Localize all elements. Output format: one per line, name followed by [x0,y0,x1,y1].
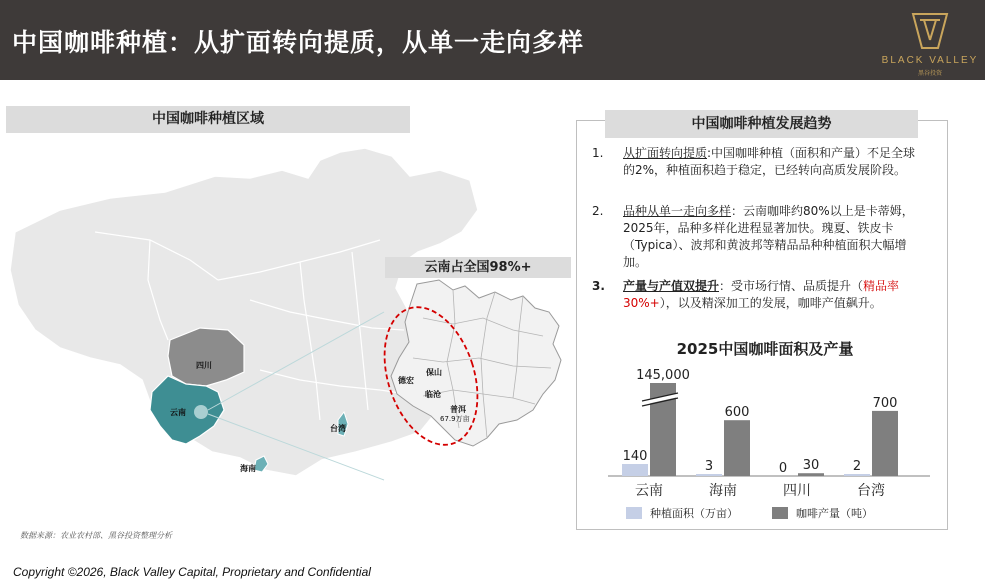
output-bar [872,411,898,476]
area-value-label: 140 [622,449,648,464]
bar-chart [600,355,940,530]
copyright-notice: Copyright ©2026, Black Valley Capital, Proprietary and Confidential [13,565,371,579]
trend-item-number: 1. [592,146,604,160]
trend-item-body: ：受市场行情、品质提升（ [719,279,864,293]
yunnan-highlight-circle [194,405,208,419]
category-tick-label: 海南 [709,483,737,499]
legend-label-output: 咖啡产量（吨） [796,507,873,520]
area-bar [844,474,870,476]
category-tick-label: 四川 [783,483,811,499]
output-value-label: 600 [724,405,750,421]
legend-label-area: 种植面积（万亩） [650,507,738,520]
yunnan-outline [391,280,561,446]
trend-item-body: ：云南咖啡约80%以上是卡蒂姆，2025年，品种多样化进程显著加快。瑰夏、铁皮卡（Typica）、波邦和黄波邦等精品品种种植面积大幅增加。 [623,204,914,269]
category-tick-label: 云南 [635,483,663,499]
area-value-label: 3 [704,459,714,474]
black-valley-logo [880,8,980,77]
sichuan-region [168,328,244,386]
label-baoshan: 保山 [426,368,442,377]
map-section-title: 中国咖啡种植区域 [6,106,410,133]
label-hainan: 海南 [240,464,256,473]
label-yunnan: 云南 [170,408,186,417]
area-value-label: 2 [852,459,862,474]
output-bar [798,473,824,476]
premium-rate-highlight: 精品率30%+ [623,279,900,310]
trend-panel-title: 中国咖啡种植发展趋势 [605,110,918,138]
legend-swatch-output [772,507,788,519]
label-sichuan: 四川 [196,361,212,370]
chart-title: 2025中国咖啡面积及产量 [676,340,854,358]
category-tick-label: 台湾 [857,483,885,499]
area-value-label: 0 [778,461,788,476]
header-bar [0,0,985,80]
area-bar [696,474,722,476]
label-taiwan: 台湾 [330,424,346,433]
trend-item-number: 2. [592,204,604,218]
area-bar [622,464,648,476]
yunnan-inset-title: 云南占全国98%+ [385,257,571,278]
output-value-label: 700 [872,395,898,411]
trend-item-heading: 产量与产值双提升 [623,279,720,293]
trend-item-heading: 从扩面转向提质 [623,146,708,160]
output-bar [724,420,750,476]
trend-item-heading: 品种从单一走向多样 [623,204,732,218]
output-value-label: 145,000 [636,368,690,383]
trend-item-number: 3. [592,279,605,293]
output-value-label: 30 [802,458,820,474]
logo-emblem-icon [880,8,980,54]
logo-subtitle: 黑谷投资 [917,70,942,77]
page-title: 中国咖啡种植：从扩面转向提质，从单一走向多样 [12,28,585,57]
label-puer-area: 67.9万亩 [440,415,470,423]
label-lincang: 临沧 [425,390,441,399]
label-dehong: 德宏 [398,376,414,385]
logo-name: BLACK VALLEY [881,55,979,66]
legend-swatch-area [626,507,642,519]
trend-item-body-cont: ），以及精深加工的发展，咖啡产值飙升。 [659,296,882,310]
label-puer: 普洱 [450,405,466,414]
data-source-note: 数据来源：农业农村部、黑谷投资整理分析 [20,531,172,540]
trend-item-body: :中国咖啡种植（面积和产量）不足全球的2%，种植面积趋于稳定，已经转向高质发展阶段。 [623,146,916,177]
